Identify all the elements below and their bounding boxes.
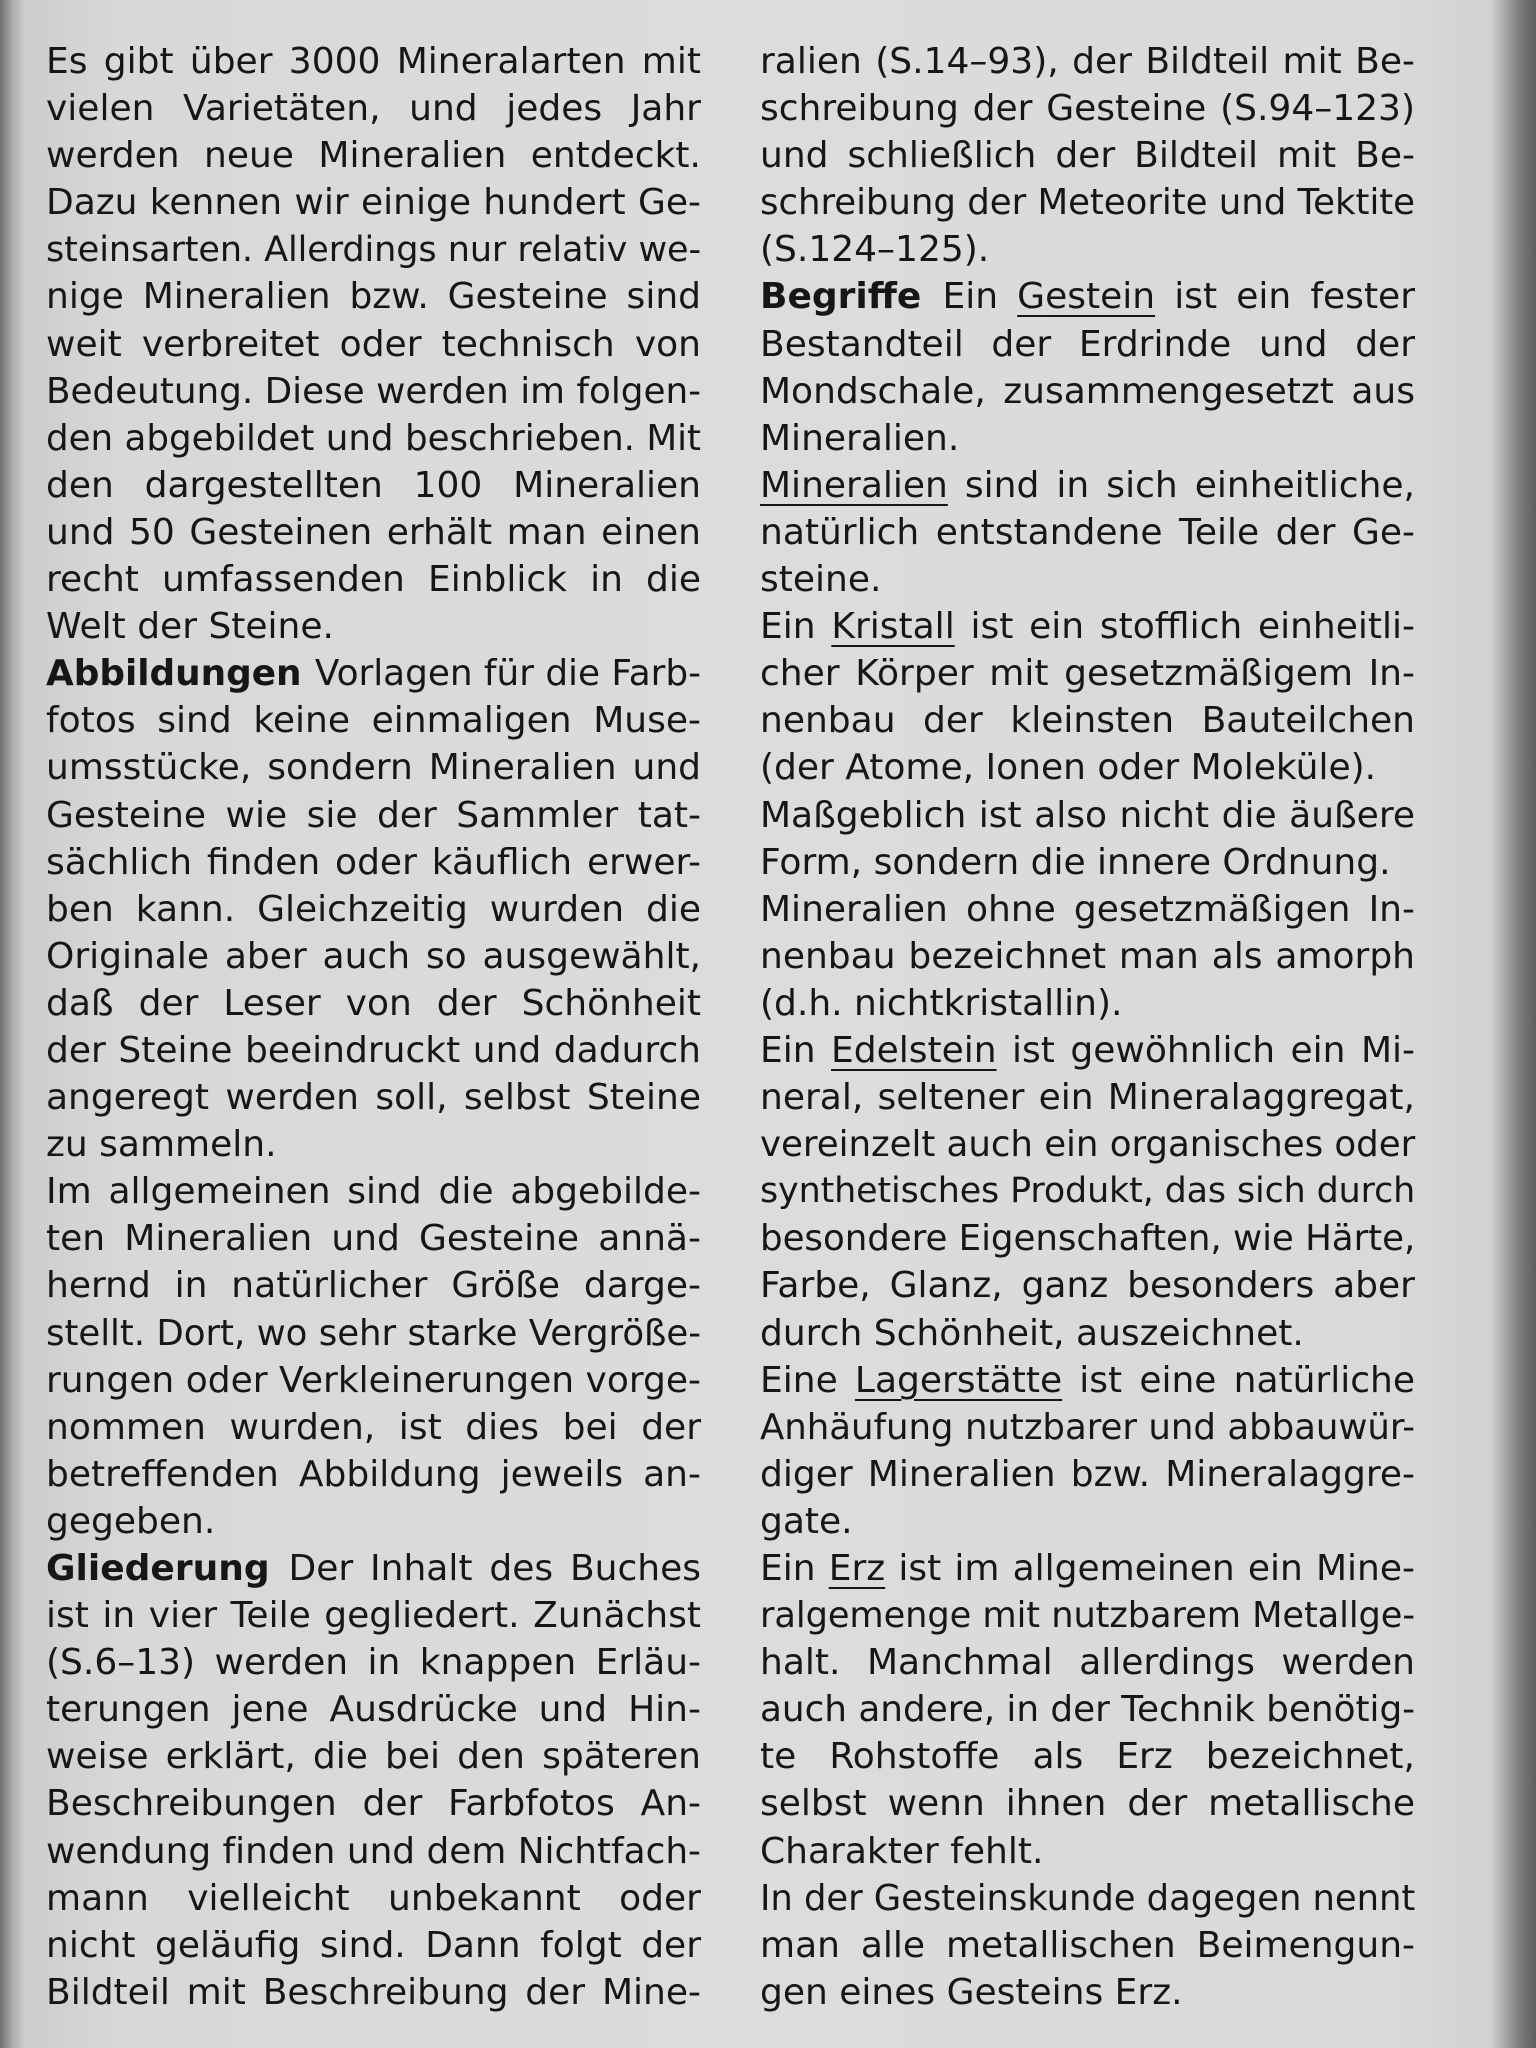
text-segment: ist eine natürliche (1062, 1359, 1415, 1401)
text-line: Farbe, Glanz, ganz besonders aber (760, 1265, 1415, 1307)
text-line: (S.6–13) werden in knappen Erläu- (46, 1642, 701, 1684)
text-segment: Ein (760, 1029, 832, 1071)
text-line: (der Atome, Ionen oder Moleküle). (760, 747, 1377, 789)
text-line (760, 273, 1415, 320)
text-line: Form, sondern die innere Ordnung. (760, 841, 1391, 883)
text-line: recht umfassenden Einblick in die (46, 559, 701, 601)
section-heading: Gliederung (46, 1548, 270, 1589)
text-line: mann vielleicht unbekannt oder (46, 1877, 701, 1919)
text-line: Bildteil mit Beschreibung der Mine- (46, 1971, 701, 2013)
text-line: ralien (S.14–93), der Bildteil mit Be- (760, 41, 1415, 82)
text-line: werden neue Mineralien entdeckt. (46, 135, 701, 177)
text-line: rungen oder Verkleinerungen vorge- (46, 1359, 701, 1401)
section-heading: Abbildungen (46, 653, 302, 695)
left-column (46, 38, 701, 2016)
term-mineralien: Mineralien (760, 464, 948, 506)
term-edelstein: Edelstein (831, 1029, 997, 1071)
text-line (46, 1545, 701, 1592)
text-line: ten Mineralien und Gesteine annä- (46, 1218, 701, 1260)
text-line: halt. Manchmal allerdings werden (760, 1642, 1415, 1684)
text-line (760, 1545, 1415, 1592)
edelstein-paragraph (760, 1027, 1415, 1357)
text-line: fotos sind keine einmaligen Muse- (46, 700, 701, 742)
text-line: Beschreibungen der Farbfotos An- (46, 1783, 701, 1825)
text-segment: ist ein fester (1155, 276, 1416, 318)
text-line: gegeben. (46, 1500, 216, 1542)
text-line: auch andere, in der Technik benötig- (760, 1689, 1416, 1731)
text-line: umsstücke, sondern Mineralien und (46, 747, 701, 789)
term-lagerstaette: Lagerstätte (854, 1359, 1063, 1401)
text-line: Mineralien ohne gesetzmäßigen In- (760, 888, 1415, 930)
text-segment: Der Inhalt des Buches (271, 1548, 701, 1589)
text-line: durch Schönheit, auszeichnet. (760, 1312, 1304, 1354)
text-line: neral, seltener ein Mineralaggregat, (760, 1077, 1415, 1119)
text-line: weit verbreitet oder technisch von (46, 323, 701, 365)
text-line: steinsarten. Allerdings nur relativ we- (46, 229, 701, 271)
text-line: nommen wurden, ist dies bei der (46, 1406, 701, 1448)
text-line: Dazu kennen wir einige hundert Ge- (46, 182, 701, 224)
gliederung-continuation (760, 38, 1415, 273)
text-line: (d.h. nichtkristallin). (760, 982, 1123, 1024)
text-line: ralgemenge mit nutzbarem Metallge- (760, 1595, 1415, 1637)
section-heading: Begriffe (760, 276, 922, 318)
text-line: natürlich entstandene Teile der Ge- (760, 511, 1415, 553)
text-segment: Ein (923, 276, 1018, 318)
text-line: weise erklärt, die bei den späteren (46, 1736, 701, 1778)
text-segment: Ein (760, 606, 832, 648)
text-line: ben kann. Gleichzeitig wurden die (46, 888, 701, 930)
text-line: hernd in natürlicher Größe darge- (46, 1265, 701, 1307)
text-line: sächlich finden oder käuflich erwer- (46, 841, 701, 883)
text-line: te Rohstoffe als Erz bezeichnet, (760, 1736, 1415, 1778)
text-line: angeregt werden soll, selbst Steine (46, 1077, 701, 1119)
text-line (46, 650, 701, 697)
text-line: nenbau bezeichnet man als amorph (760, 935, 1415, 977)
gesteinskunde-paragraph (760, 1875, 1415, 2016)
text-line: vereinzelt auch ein organisches oder (760, 1124, 1416, 1166)
term-gestein: Gestein (1017, 276, 1156, 318)
text-line: Bedeutung. Diese werden im folgen- (46, 370, 701, 412)
text-line: Maßgeblich ist also nicht die äußere (760, 794, 1415, 836)
text-line: daß der Leser von der Schönheit (46, 982, 701, 1024)
text-segment: Ein (760, 1548, 829, 1589)
text-line: cher Körper mit gesetzmäßigem In- (760, 653, 1415, 695)
text-line (760, 603, 1415, 650)
text-line: und 50 Gesteinen erhält man einen (46, 511, 701, 553)
lagerstaette-paragraph (760, 1357, 1415, 1545)
erz-paragraph (760, 1545, 1415, 1875)
text-line: schreibung der Meteorite und Tektite (760, 182, 1415, 224)
text-line: nige Mineralien bzw. Gesteine sind (46, 276, 701, 318)
text-line: Originale aber auch so ausgewählt, (46, 935, 701, 977)
right-column (760, 38, 1415, 2016)
text-segment: Eine (760, 1359, 855, 1401)
gliederung-paragraph (46, 1545, 701, 2016)
text-line: gen eines Gesteins Erz. (760, 1971, 1183, 2013)
text-line: zu sammeln. (46, 1124, 277, 1166)
text-line: Bestandteil der Erdrinde und der (760, 323, 1415, 365)
text-line: und schließlich der Bildteil mit Be- (760, 135, 1415, 177)
text-line: man alle metallischen Beimengun- (760, 1924, 1415, 1966)
text-segment: ist ein stofflich einheitli- (954, 606, 1415, 648)
kristall-paragraph (760, 603, 1415, 1027)
text-line: nicht geläufig sind. Dann folgt der (46, 1924, 701, 1966)
text-line: synthetisches Produkt, das sich durch (760, 1171, 1416, 1212)
text-line: (S.124–125). (760, 229, 990, 271)
text-line (760, 462, 1415, 509)
text-line: Mineralien. (760, 417, 960, 459)
text-line: Es gibt über 3000 Mineralarten mit (46, 41, 701, 82)
term-erz: Erz (828, 1548, 886, 1589)
text-line: Gesteine wie sie der Sammler tat- (46, 794, 701, 836)
text-line: steine. (760, 559, 882, 601)
intro-paragraph (46, 38, 701, 650)
text-line: den abgebildet und beschrieben. Mit (46, 417, 701, 459)
text-line: selbst wenn ihnen der metallische (760, 1783, 1415, 1825)
text-line: In der Gesteinskunde dagegen nennt (760, 1877, 1416, 1919)
text-segment: Vorlagen für die Farb- (303, 653, 701, 695)
text-line: schreibung der Gesteine (S.94–123) (760, 88, 1415, 130)
text-line: Welt der Steine. (46, 606, 334, 648)
text-line: wendung finden und dem Nichtfach- (46, 1830, 701, 1872)
text-line: diger Mineralien bzw. Mineralaggre- (760, 1453, 1415, 1495)
text-line: nenbau der kleinsten Bauteilchen (760, 700, 1415, 742)
text-line: Mondschale, zusammengesetzt aus (760, 370, 1415, 412)
text-line: betreffenden Abbildung jeweils an- (46, 1453, 701, 1495)
text-segment: sind in sich einheitliche, (947, 464, 1415, 506)
text-line: Charakter fehlt. (760, 1830, 1044, 1872)
text-line: Anhäufung nutzbarer und abbauwür- (760, 1406, 1415, 1448)
groesse-paragraph (46, 1168, 701, 1545)
term-kristall: Kristall (831, 606, 955, 648)
text-line: der Steine beeindruckt und dadurch (46, 1029, 701, 1071)
text-line: terungen jene Ausdrücke und Hin- (46, 1689, 701, 1731)
text-line: besondere Eigenschaften, wie Härte, (760, 1218, 1416, 1260)
text-line: Im allgemeinen sind die abgebilde- (46, 1171, 701, 1213)
text-line: ist in vier Teile gegliedert. Zunächst (46, 1595, 701, 1637)
begriffe-paragraph (760, 273, 1415, 461)
text-line (760, 1027, 1415, 1074)
text-line: stellt. Dort, wo sehr starke Vergröße- (46, 1312, 701, 1354)
text-line (760, 1357, 1415, 1404)
text-line: den dargestellten 100 Mineralien (46, 464, 701, 506)
text-segment: ist gewöhnlich ein Mi- (996, 1029, 1415, 1071)
text-line: gate. (760, 1500, 853, 1542)
abbildungen-paragraph (46, 650, 701, 1168)
mineralien-paragraph (760, 462, 1415, 603)
text-line: vielen Varietäten, und jedes Jahr (46, 88, 701, 130)
text-segment: ist im allgemeinen ein Mine- (885, 1548, 1415, 1589)
